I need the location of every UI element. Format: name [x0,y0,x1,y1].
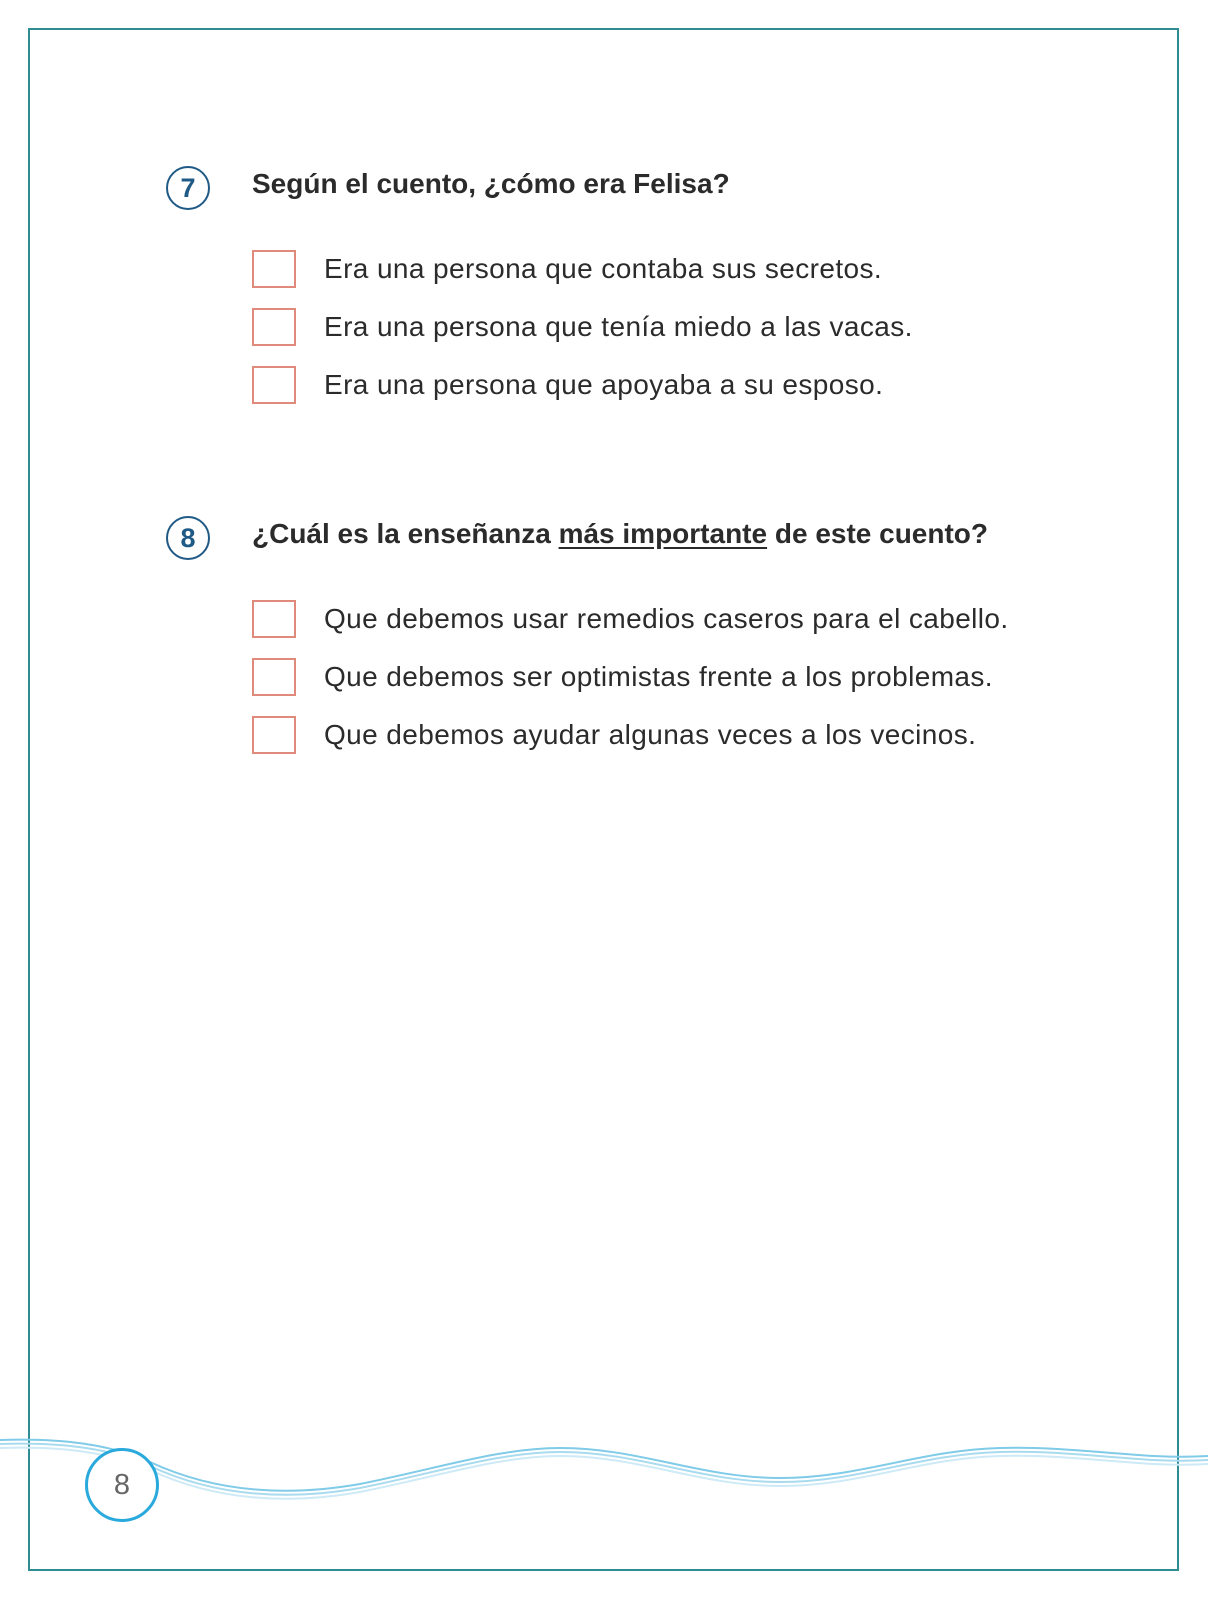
question-text: Según el cuento, ¿cómo era Felisa? [252,168,730,199]
question-text-emphasis: más importante [558,518,768,549]
question-text-end: de este cuento? [767,518,989,549]
page-number: 8 [85,1448,159,1522]
answer-option[interactable] [252,706,1072,764]
answer-label: Que debemos ayudar algunas veces a los vecinos. [324,719,977,750]
answer-option[interactable] [252,298,1072,356]
question-number-badge: 7 [166,166,210,210]
answer-label: Era una persona que contaba sus secretos. [324,253,883,284]
answer-option[interactable] [252,356,1072,414]
answer-options [252,240,1072,414]
answer-label: Que debemos usar remedios caseros para el cabello. [324,603,1009,634]
answer-checkbox[interactable] [252,716,296,754]
question-number-badge: 8 [166,516,210,560]
answer-label: Era una persona que tenía miedo a las vacas. [324,311,913,342]
answer-option[interactable] [252,240,1072,298]
question-text-start: ¿Cuál es la enseñanza [252,518,559,549]
answer-options [252,590,1072,764]
answer-checkbox[interactable] [252,250,296,288]
answer-checkbox[interactable] [252,308,296,346]
answer-label: Que debemos ser optimistas frente a los problemas. [324,661,993,692]
question-text [252,518,988,550]
answer-checkbox[interactable] [252,658,296,696]
answer-checkbox[interactable] [252,366,296,404]
answer-option[interactable] [252,590,1072,648]
footer-wave-decoration [0,1420,1208,1520]
answer-label: Era una persona que apoyaba a su esposo. [324,369,884,400]
answer-checkbox[interactable] [252,600,296,638]
answer-option[interactable] [252,648,1072,706]
